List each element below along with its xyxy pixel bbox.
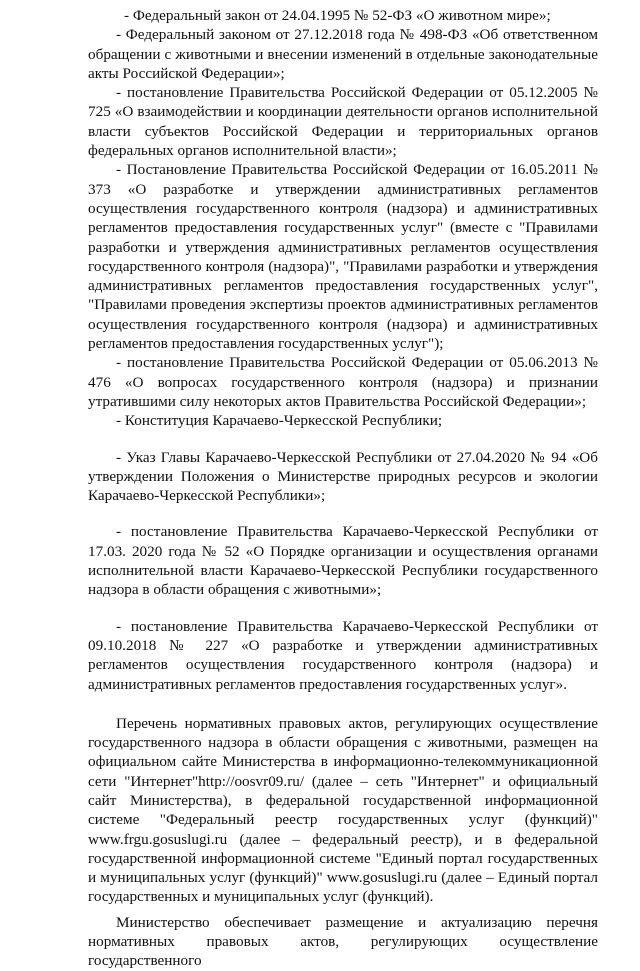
list-item-constitution: - Конституция Карачаево-Черкесской Республики; xyxy=(116,412,443,430)
list-item-resolution-476: - постановление Правительства Российской Федерации от 05.06.2013 № 476 «О вопросах государственного контроля (надзора) и признании утратившими силу некоторых актов Правительства Российской Федерации»; xyxy=(88,354,598,410)
list-item-decree-94: - Указ Главы Карачаево-Черкесской Республики от 27.04.2020 № 94 «Об утверждении Положения о Министерстве природных ресурсов и экологии Карачаево-Черкесской Республики»; xyxy=(88,448,598,505)
list-item-resolution-725: - постановление Правительства Российской Федерации от 05.12.2005 № 725 «О взаимодействии и координации деятельности органов исполнительной власти субъектов Российской Федерации и территориальных органов федеральных органов исполнительной власти»; xyxy=(88,84,598,160)
list-item-federal-law-52fz: - Федеральный закон от 24.04.1995 № 52-ФЗ «О животном мире»; xyxy=(124,7,551,24)
body-paragraph-ministry-duty: Министерство обеспечивает размещение и актуализацию перечня нормативных правовых актов, регулирующих осуществление государственного xyxy=(88,913,598,970)
document-page xyxy=(88,6,598,971)
list-item-resolution-52: - постановление Правительства Карачаево-Черкесской Республики от 17.03. 2020 года № 52 «О Порядке организации и осуществления органами исполнительной власти Карачаево-Черкесской Республики государственного надзора в области обращения с животными»; xyxy=(88,523,598,599)
list-item-resolution-227: - постановление Правительства Карачаево-Черкесской Республики от 09.10.2018 № 227 «О разработке и утверждении административных регламентов осуществления государственного контроля (надзора) и административных регламентов предоставления государственных услуг». xyxy=(88,617,598,693)
body-paragraph-list-publication: Перечень нормативных правовых актов, регулирующих осуществление государственного надзора в области обращения с животными, размещен на официальном сайте Министерства в информационно-телекоммуникационной сети "Интернет"http://oosvr09.ru/ (далее – сеть "Интернет" и официальный сайт Министерства), в федеральной государственной информационной системе "Федеральный реестр государственных услуг (функций)" www.frgu.gosuslugi.ru (далее – федеральный реестр), и в федеральной государственной информационной системе "Единый портал государственных и муниципальных услуг (функций)" www.gosuslugi.ru (далее – Единый портал государственных и муниципальных услуг (функций). xyxy=(88,714,598,906)
list-item-resolution-373: - Постановление Правительства Российской Федерации от 16.05.2011 № 373 «О разработке и утверждении административных регламентов осуществления государственного контроля (надзора) и административных регламентов предоставления государственных услуг" (вместе с "Правилами разработки и утверждения административных регламентов осуществления государственного контроля (надзора)", "Правилами разработки и утверждения административных регламентов предоставления государственных услуг", "Правилами проведения экспертизы проектов административных регламентов осуществления государственного контроля (надзора) и административных регламентов предоставления государственных услуг"); xyxy=(88,161,598,353)
list-item-federal-law-498fz: - Федеральный законом от 27.12.2018 года № 498-ФЗ «Об ответственном обращении с животными и внесении изменений в отдельные законодательные акты Российской Федерации»; xyxy=(88,26,598,82)
